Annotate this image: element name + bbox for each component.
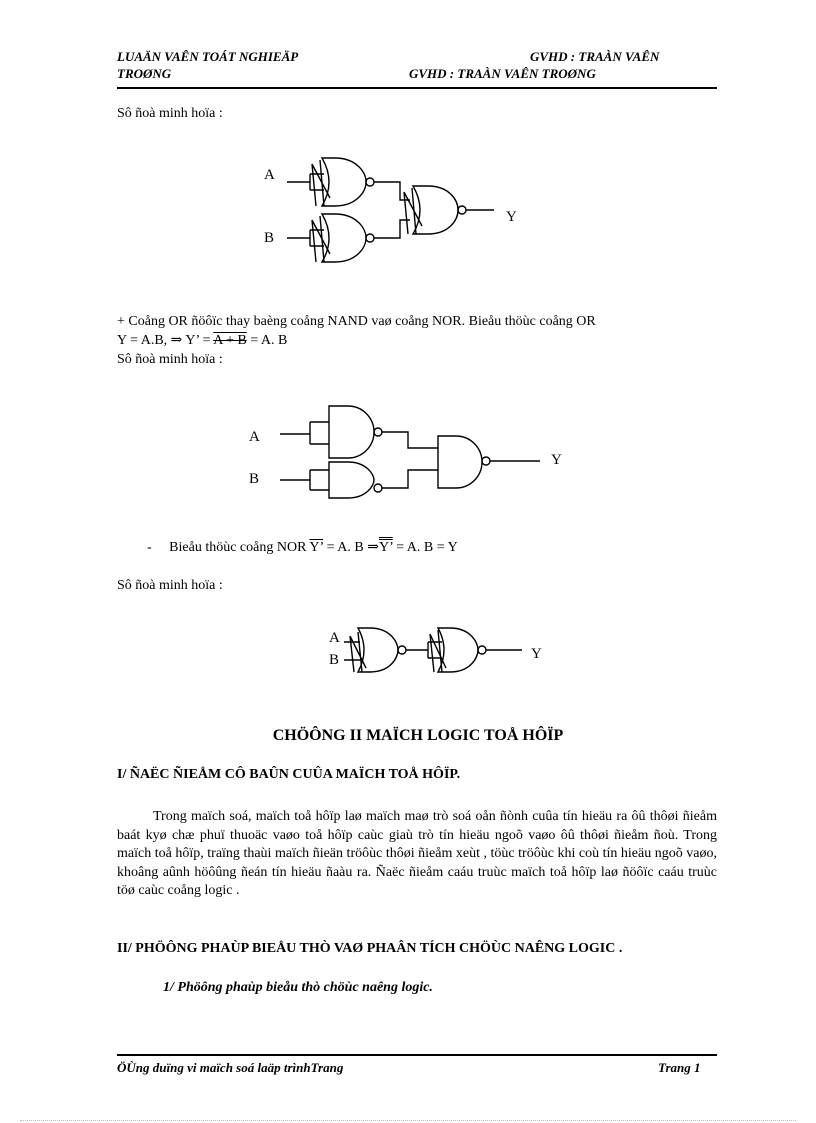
nor-dash: -: [147, 540, 152, 555]
chapter-title: CHÖÔNG II MAÏCH LOGIC TOÅ HÔÏP: [272, 727, 564, 744]
diagram-3-label-b: B: [329, 652, 340, 668]
nor-text-a: Bieåu thöùc coång NOR: [169, 540, 310, 555]
diagram-2-gate-out: [438, 436, 540, 488]
diagram-3-gate-1: [344, 628, 406, 672]
diagram-2-gate-a: [280, 406, 382, 458]
section-1-paragraph: Trong maïch soá, maïch toå hôïp laø maïch maø trò soá oån ñònh cuûa tín hieäu ra ôû thôøi ñieåm baát kyø chæ phuï thuoäc vaøo toå hôïp caùc giaù trò tín hieäu ngoõ vaøo ôû thôøi ñieåm ñoù. Trong maïch toå hôïp, traïng thaùi maïch ñieän tröôùc thôøi ñieåm xeùt , töùc tröôùc khi coù tín hieäu ngoõ vaøo, khoâng aûnh höôûng ñeán tín hieäu ñaàu ra. Ñaëc ñieåm caáu truùc maïch toå hôïp laø ñöôïc caáu truùc töø caùc coång logic .: [117, 809, 717, 898]
section-2-title: II/ PHÖÔNG PHAÙP BIEÅU THÒ VAØ PHAÂN TÍCH CHÖÙC NAÊNG LOGIC .: [117, 941, 623, 956]
footer-left: ÖÙng duïng vi maïch soá laäp trìnhTrang: [117, 1060, 344, 1075]
diagram-1-label-a: A: [264, 167, 275, 183]
header-supervisor-right: GVHD : TRAÀN VAÊN: [530, 49, 660, 64]
caption-3: Sô ñoà minh hoïa :: [117, 578, 223, 593]
header-rule: [117, 87, 717, 89]
nor-expression: [147, 539, 458, 556]
header-title-left-line2: TROØNG: [117, 66, 172, 81]
diagram-1-gate-b: [287, 214, 374, 262]
nor-bar-1: Y’: [309, 540, 324, 555]
diagram-2-gate-b: [280, 462, 382, 498]
footer-page-number: Trang 1: [658, 1060, 701, 1075]
page-edge: [20, 1120, 796, 1121]
diagram-1-gate-out: [404, 186, 494, 234]
diagram-3: [320, 620, 560, 680]
or-equation-bar: A + B: [213, 333, 247, 348]
or-equation-suffix: = A. B: [246, 333, 288, 348]
nor-bar-2: Y’: [378, 540, 393, 555]
or-equation-prefix: Y = A.B, ⇒ Y’ =: [117, 333, 214, 348]
nor-text-c: = A. B = Y: [392, 540, 458, 555]
diagram-1-label-y: Y: [506, 209, 517, 225]
header-title-left: LUAÄN VAÊN TOÁT NGHIEÄP: [117, 49, 299, 64]
diagram-1-label-b: B: [264, 230, 275, 246]
footer-rule: [117, 1054, 717, 1056]
subsection-title: 1/ Phöông phaùp bieåu thò chöùc naêng logic.: [163, 980, 433, 995]
diagram-2: [240, 400, 580, 500]
caption-1: Sô ñoà minh hoïa :: [117, 106, 223, 121]
caption-2: Sô ñoà minh hoïa :: [117, 352, 223, 367]
diagram-3-label-a: A: [329, 630, 340, 646]
diagram-2-label-y: Y: [551, 452, 562, 468]
diagram-1-gate-a: [287, 158, 374, 206]
diagram-1: [250, 150, 540, 270]
diagram-3-gate-2: [428, 628, 522, 672]
diagram-3-label-y: Y: [531, 646, 542, 662]
diagram-2-label-b: B: [249, 471, 260, 487]
section-1-title: I/ ÑAËC ÑIEÅM CÔ BAÛN CUÛA MAÏCH TOÅ HÔÏP.: [117, 767, 461, 782]
header-supervisor-line2: GVHD : TRAÀN VAÊN TROØNG: [409, 66, 596, 81]
or-equation: [117, 332, 287, 349]
nor-text-b: = A. B ⇒: [323, 540, 379, 555]
diagram-2-label-a: A: [249, 429, 260, 445]
or-paragraph: + Coång OR ñöôïc thay baèng coång NAND vaø coång NOR. Bieåu thöùc coång OR: [117, 314, 596, 329]
